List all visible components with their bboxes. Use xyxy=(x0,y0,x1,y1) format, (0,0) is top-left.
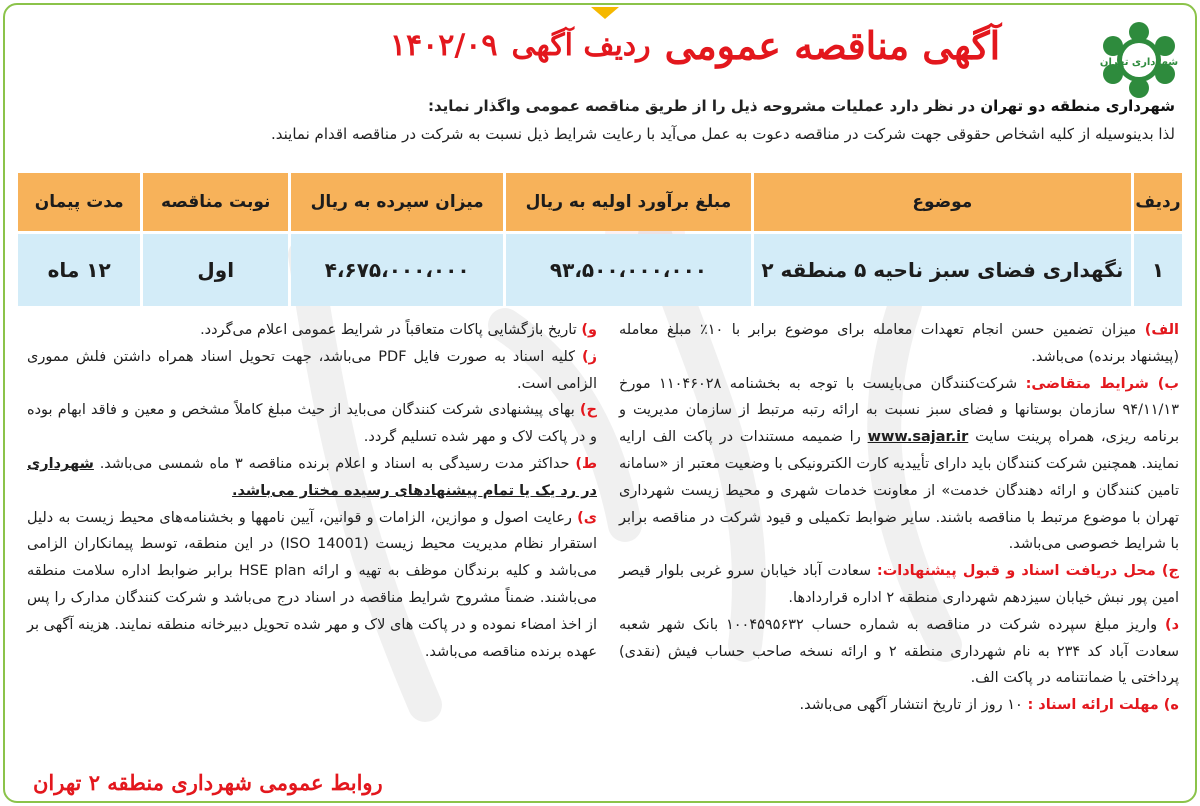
ad-number: ۱۴۰۲/۰۹ xyxy=(389,27,498,63)
organization-name: شهرداری منطقه دو تهران xyxy=(980,97,1175,115)
clause-de xyxy=(619,612,1179,692)
header-deposit-amount: میزان سپرده به ریال xyxy=(291,173,503,231)
conditions-left-column xyxy=(27,317,597,665)
clause-he-text: ۱۰ روز از تاریخ انتشار آگهی می‌باشد. xyxy=(799,697,1023,714)
cell-subject: نگهداری فضای سبز ناحیه ۵ منطقه ۲ xyxy=(754,234,1131,306)
title-row xyxy=(345,13,1045,77)
cell-estimated-amount: ۹۳،۵۰۰،۰۰۰،۰۰۰ xyxy=(506,234,751,306)
cell-contract-duration: ۱۲ ماه xyxy=(18,234,140,306)
clause-he-label: ه) مهلت ارائه اسناد : xyxy=(1027,697,1179,714)
clause-alef xyxy=(619,317,1179,371)
table-row xyxy=(18,234,1182,306)
clause-alef-label: الف) xyxy=(1144,322,1180,338)
clause-ta-label: ط) xyxy=(575,455,597,472)
intro-line-1 xyxy=(125,97,1175,115)
clause-ye-label: ی) xyxy=(577,509,598,526)
clause-he2 xyxy=(27,397,597,451)
conditions-right-column xyxy=(619,317,1179,719)
clause-he xyxy=(619,692,1179,719)
clause-be-label: ب) شرایط متقاضی: xyxy=(1025,375,1179,392)
clause-ta-bold-note: شهرداری در رد یک یا تمام پیشنهادهای رسیده مختار می‌باشد. xyxy=(27,455,597,499)
clause-je-label: ج) محل دریافت اسناد و قبول پیشنهادات: xyxy=(876,563,1180,580)
header-subject: موضوع xyxy=(754,173,1131,231)
tender-table xyxy=(15,170,1185,309)
clause-ta xyxy=(27,451,597,505)
clause-de-text: واریز مبلغ سپرده شرکت در مناقصه به شماره حساب ۱۰۰۴۵۹۵۶۳۲ بانک شهر شعبه سعادت آباد کد ۲۳۴ به نام شهرداری منطقه ۲ و ارائه نسخه صاحب حساب فیش (نقدی) پرداختی یا ضمانتنامه در پاکت الف. xyxy=(619,616,1180,687)
clause-ye-text: رعایت اصول و موازین، الزامات و قوانین، آیین نامهها و بخشنامه‌های محیط زیست به دلیل استقرار نظام مدیریت محیط زیست (ISO 14001) در این منطقه، توسط پیمانکاران الزامی می‌باشد و کلیه برندگان موظف به تهیه و ارائه HSE plan برابر ضوابط اداره سلامت منطقه می‌باشند. ضمناً مشروح شرایط مناقصه در اسناد درج می‌باشد و شرکت کنندگان مدارک را پس از اخذ امضاء نموده و در پاکت های لاک و مهر شده تحویل دبیرخانه منطقه نمایند. هزینه آگهی بر عهده برنده مناقصه می‌باشد. xyxy=(27,509,598,660)
logo-text: شهرداری تهران xyxy=(1099,57,1179,68)
clause-vav-text: تاریخ بازگشایی پاکات متعاقباً در شرایط عمومی اعلام می‌گردد. xyxy=(200,322,577,338)
clause-vav-label: و) xyxy=(581,322,597,338)
header-estimated-amount: مبلغ برآورد اولیه به ریال xyxy=(506,173,751,231)
ad-row-label: ردیف آگهی xyxy=(511,27,651,63)
clause-vav xyxy=(27,317,597,344)
header-tender-round: نوبت مناقصه xyxy=(143,173,288,231)
clause-alef-text: میزان تضمین حسن انجام تعهدات معامله برای موضوع برابر با ۱۰٪ مبلغ معامله (پیشنهاد برنده) می‌باشد. xyxy=(619,322,1179,365)
clause-be-text-2: را ضمیمه مستندات در پاکت الف ارایه نمایند. همچنین شرکت کنندگان باید دارای تأییدیه کارت الکترونیکی با وضعیت معتبر از «سامانه تامین کنندگان و ارائه دهندگان خدمت» از معاونت خدمات شهری و محیط زیست شهرداری تهران با موضوع مرتبط با مناقصه باشند. سایر ضوابط تکمیلی و قیود شرکت در مناقصه برابر با شرایط خصوصی می‌باشد. xyxy=(618,429,1179,553)
clause-be-text-1: شرکت‌کنندگان می‌بایست با توجه به بخشنامه ۱۱۰۴۶۰۲۸ مورخ ۹۴/۱۱/۱۳ سازمان بوستانها و فضای سبز نسبت به ارائه رتبه مرتبط از سازمان مدیریت و برنامه ریزی، همراه پرینت سایت xyxy=(619,375,1179,446)
clause-ze-text: کلیه اسناد به صورت فایل PDF می‌باشد، جهت تحویل اسناد همراه داشتن فلش مموری الزامی است. xyxy=(27,348,597,392)
intro-line-1-text: در نظر دارد عملیات مشروحه ذیل را از طریق مناقصه عمومی واگذار نماید: xyxy=(427,97,976,115)
tehran-municipality-logo xyxy=(1093,19,1185,101)
tender-notice xyxy=(3,3,1197,803)
header-contract-duration: مدت پیمان xyxy=(18,173,140,231)
clause-he2-text: بهای پیشنهادی شرکت کنندگان می‌باید از حیث مبلغ کاملاً مشخص و معین و فاقد ابهام بوده و در پاکت لاک و مهر شده تسلیم گردد. xyxy=(27,402,597,446)
cell-deposit-amount: ۴،۶۷۵،۰۰۰،۰۰۰ xyxy=(291,234,503,306)
clause-ze-label: ز) xyxy=(582,348,598,365)
header-row-number: ردیف xyxy=(1134,173,1182,231)
clause-ta-text: حداکثر مدت رسیدگی به اسناد و اعلام برنده مناقصه ۳ ماه شمسی می‌باشد. xyxy=(99,455,570,472)
clause-he2-label: ح) xyxy=(579,402,597,419)
clause-be xyxy=(619,371,1179,559)
footer-signature: روابط عمومی شهرداری منطقه ۲ تهران xyxy=(33,770,383,795)
sajar-website-link[interactable]: www.sajar.ir xyxy=(867,429,969,446)
clause-ze xyxy=(27,344,597,398)
cell-tender-round: اول xyxy=(143,234,288,306)
clause-je-text: سعادت آباد خیابان سرو غربی بلوار قیصر امین پور نبش خیابان سیزدهم شهرداری منطقه ۲ اداره قراردادها. xyxy=(619,563,1179,606)
clause-de-label: د) xyxy=(1164,616,1180,633)
clause-ye xyxy=(27,505,597,666)
cell-row-number: ۱ xyxy=(1134,234,1182,306)
intro-line-2: لذا بدینوسیله از کلیه اشخاص حقوقی جهت شرکت در مناقصه دعوت به عمل می‌آید با رعایت شرایط ذیل نسبت به شرکت در مناقصه اقدام نمایند. xyxy=(271,125,1175,143)
table-header-row xyxy=(18,173,1182,231)
clause-je xyxy=(619,558,1179,612)
page-title: آگهی مناقصه عمومی xyxy=(664,22,1001,68)
